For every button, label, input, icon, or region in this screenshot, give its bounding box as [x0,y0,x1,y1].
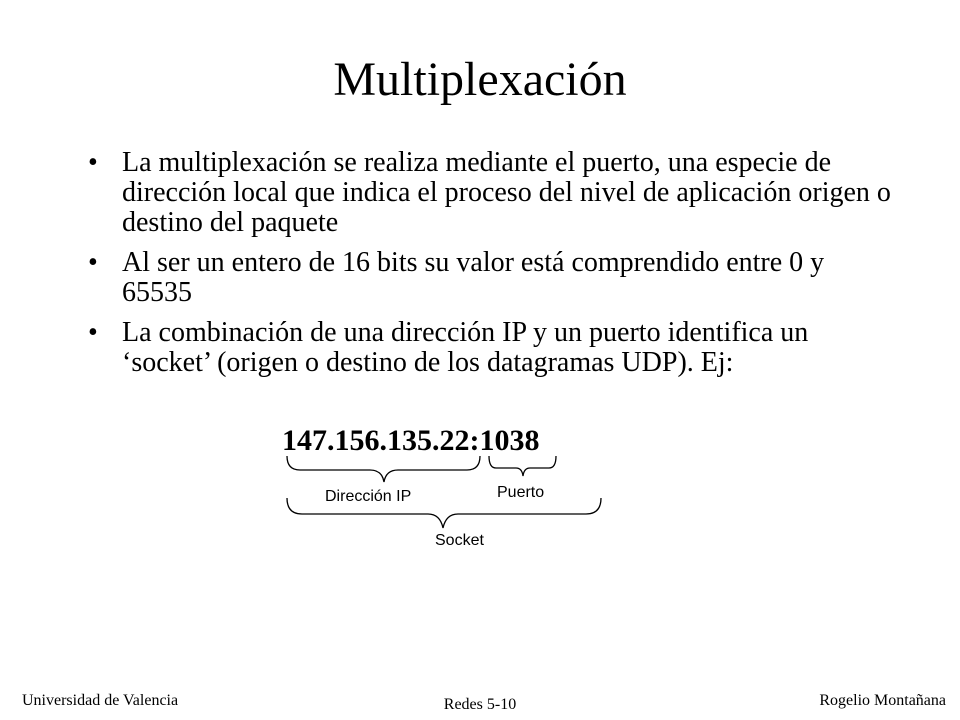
bullet-text: La combinación de una dirección IP y un puerto identifica un ‘socket’ (origen o destino de los datagramas UDP). Ej: [122,317,809,378]
bullet-text: Al ser un entero de 16 bits su valor está comprendido entre 0 y 65535 [122,247,825,308]
footer-left: Universidad de Valencia [22,692,179,709]
bullet-dot-icon: • [88,147,98,178]
footer-right: Rogelio Montañana [819,692,946,709]
bullet-text: La multiplexación se realiza mediante el puerto, una especie de dirección local que indica el proceso del nivel de aplicación origen o destino del paquete [122,147,891,238]
bullet-dot-icon: • [88,247,98,278]
socket-label: Socket [435,532,484,549]
bullet-item [80,248,900,308]
socket-example-address: 147.156.135.22:1038 [282,424,540,457]
port-label: Puerto [497,484,545,501]
port-brace [489,456,556,476]
bullet-dot-icon: • [88,317,98,348]
bullet-item [80,148,900,238]
bullet-item [80,318,900,378]
ip-address-label: Dirección IP [325,488,412,505]
bullet-list [80,148,900,388]
footer-center: Redes 5-10 [443,696,517,713]
slide-title: Multiplexación [333,53,627,106]
ip-brace [287,456,480,482]
